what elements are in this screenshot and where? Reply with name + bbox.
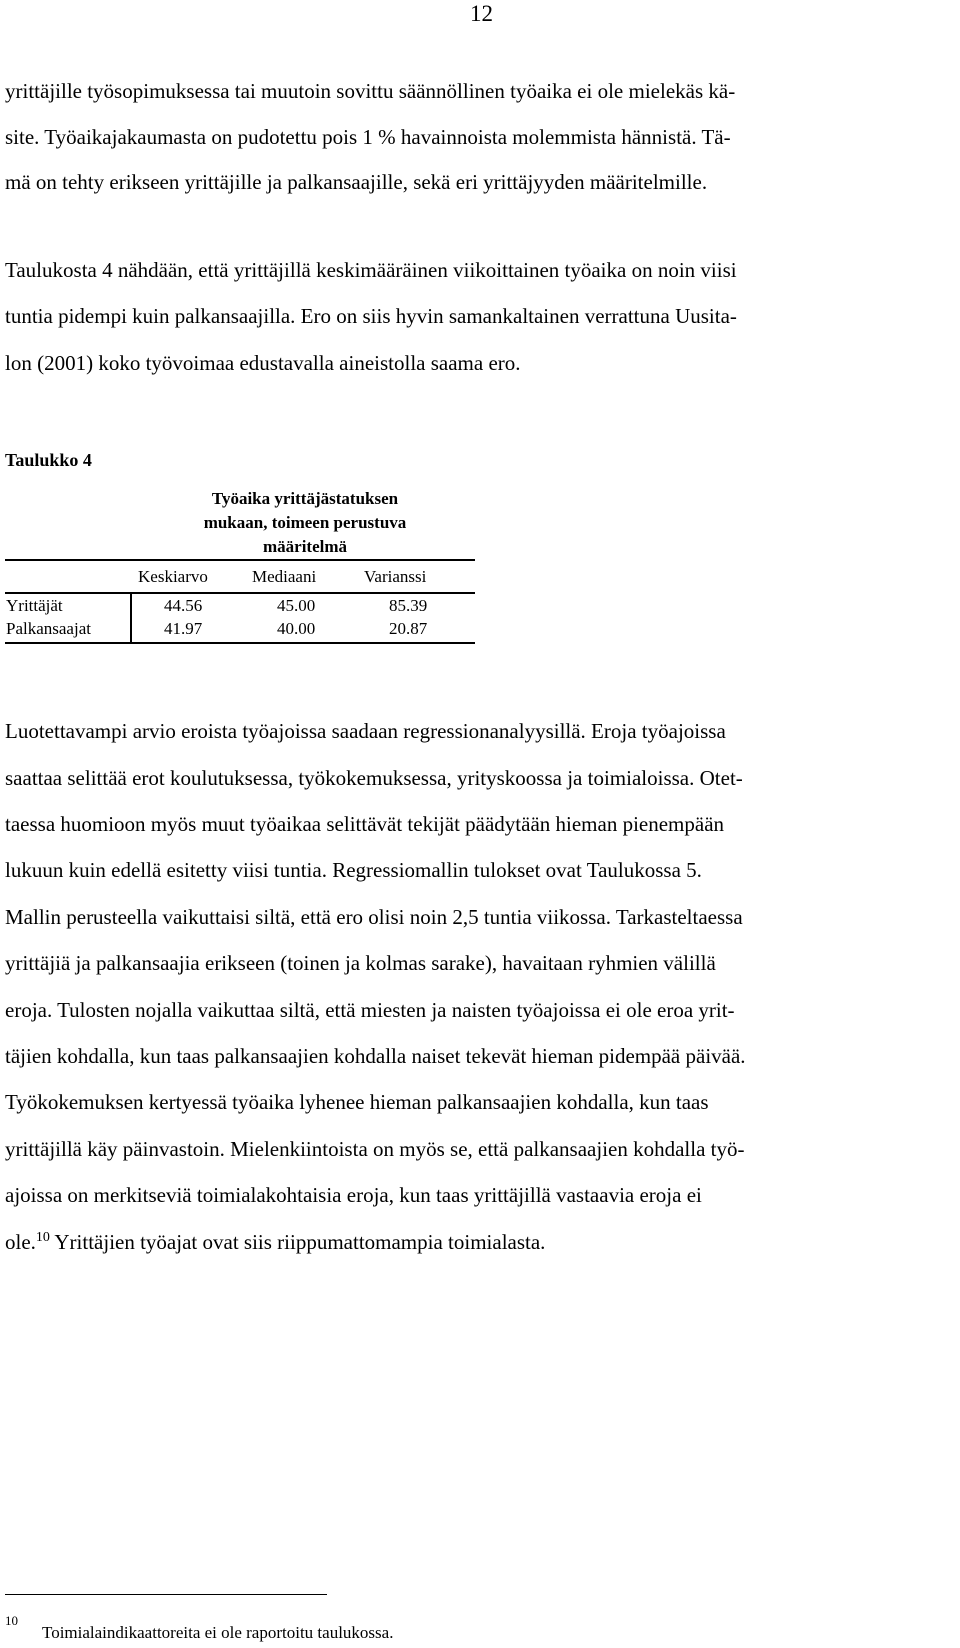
table-rule-bottom [5,642,475,644]
text-line: yrittäjillä käy päinvastoin. Mielenkiintoista on myös se, että palkansaajien kohdalla työ- [5,1137,745,1161]
page-number: 12 [470,1,493,26]
table-row-divider [130,592,132,642]
table-rule-top [5,559,475,561]
text-line-last [5,1229,545,1255]
table-cell: 85.39 [389,596,428,615]
table-rule-header [5,592,475,594]
text-line: yrittäjiä ja palkansaajia erikseen (toinen ja kolmas sarake), havaitaan ryhmien välillä [5,951,716,975]
table-cell: 41.97 [164,619,203,638]
text-line: mä on tehty erikseen yrittäjille ja palkansaajille, sekä eri yrittäjyyden määritelmille. [5,170,708,194]
text-line: lon (2001) koko työvoimaa edustavalla aineistolla saama ero. [5,351,521,375]
column-header: Mediaani [252,567,317,586]
text-fragment: ole. [5,1230,36,1254]
footnote-separator [5,1594,327,1595]
text-line: täjien kohdalla, kun taas palkansaajien kohdalla naiset tekevät hieman pidempää päivää. [5,1044,746,1068]
text-line: Työkokemuksen kertyessä työaika lyhenee hieman palkansaajien kohdalla, kun taas [5,1090,709,1114]
column-header: Keskiarvo [138,567,208,586]
table-cell: 40.00 [277,619,316,638]
text-line: ajoissa on merkitseviä toimialakohtaisia eroja, kun taas yrittäjillä vastaavia eroja ei [5,1183,702,1207]
table-group-header: mukaan, toimeen perustuva [203,513,407,532]
table-group-header: Työaika yrittäjästatuksen [211,489,399,508]
row-label: Yrittäjät [6,596,63,615]
footnote-number: 10 [5,1613,18,1628]
text-line: yrittäjille työsopimuksessa tai muutoin sovittu säännöllinen työaika ei ole mielekäs kä- [5,79,736,103]
text-line: saattaa selittää erot koulutuksessa, työkokemuksessa, yrityskoossa ja toimialoissa. Otet- [5,766,743,790]
table-cell: 20.87 [389,619,428,638]
table-title: Taulukko 4 [5,450,92,470]
text-line: eroja. Tulosten nojalla vaikuttaa siltä, että miesten ja naisten työajoissa ei ole eroa yrit- [5,998,735,1022]
row-label: Palkansaajat [6,619,91,638]
table-group-header: määritelmä [262,537,348,556]
footnote-text: Toimialaindikaattoreita ei ole raportoitu taulukossa. [42,1623,394,1642]
text-fragment: Yrittäjien työajat ovat siis riippumattomampia toimialasta. [49,1230,546,1254]
table-cell: 45.00 [277,596,316,615]
text-line: site. Työaikajakaumasta on pudotettu pois 1 % havainnoista molemmista hännistä. Tä- [5,125,731,149]
text-line: tuntia pidempi kuin palkansaajilla. Ero on siis hyvin samankaltainen verrattuna Uusita- [5,304,737,328]
text-line: taessa huomioon myös muut työaikaa selittävät tekijät päädytään hieman pienempään [5,812,725,836]
table-cell: 44.56 [164,596,203,615]
column-header: Varianssi [364,567,427,586]
text-line: Mallin perusteella vaikuttaisi siltä, että ero olisi noin 2,5 tuntia viikossa. Tarkasteltaessa [5,905,743,929]
footnote-reference[interactable]: 10 [35,1230,50,1245]
text-line: Luotettavampi arvio eroista työajoissa saadaan regressionanalyysillä. Eroja työajoissa [5,719,726,743]
text-line: lukuun kuin edellä esitetty viisi tuntia. Regressiomallin tulokset ovat Taulukossa 5. [5,858,702,882]
text-line: Taulukosta 4 nähdään, että yrittäjillä keskimääräinen viikoittainen työaika on noin viisi [5,258,737,282]
